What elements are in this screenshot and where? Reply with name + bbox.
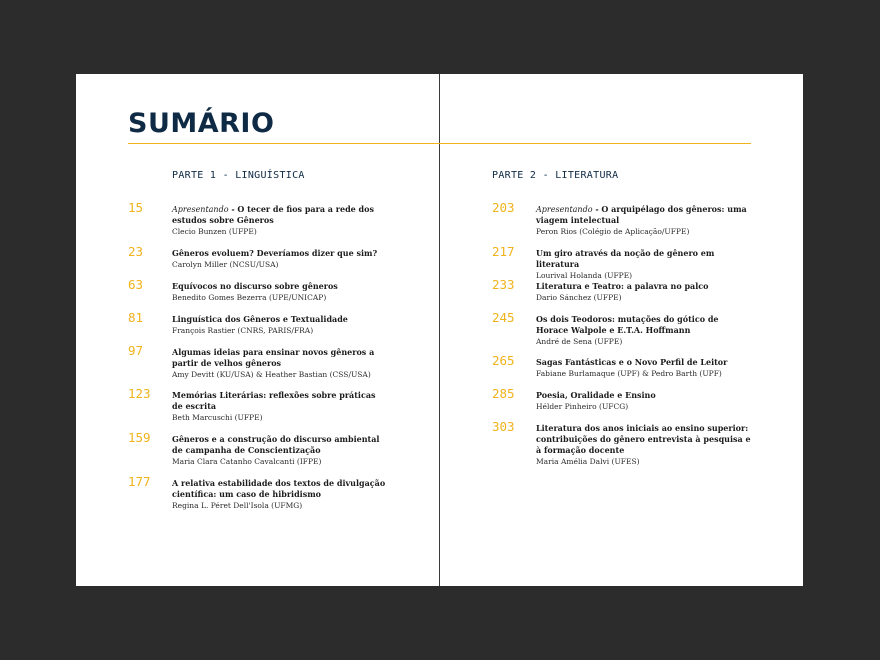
entry-author: Carolyn Miller (NCSU/USA) <box>172 260 279 269</box>
page-number: 303 <box>492 419 515 434</box>
entry-author: Dario Sánchez (UFPE) <box>536 293 622 302</box>
page-title: SUMÁRIO <box>128 108 275 139</box>
entry-author: Fabiane Burlamaque (UPF) & Pedro Barth (UPF) <box>536 369 722 378</box>
entry-title: Memórias Literárias: reflexões sobre práticas de escrita Beth Marcuschi (UFPE) <box>172 390 387 423</box>
entry-title: A relativa estabilidade dos textos de divulgação científica: um caso de hibridismo Regina L. Péret Dell'Isola (UFMG) <box>172 478 386 510</box>
book-spread <box>76 74 803 586</box>
entry-prefix: Apresentando <box>536 205 593 214</box>
entry-author: Clecio Bunzen (UFPE) <box>172 227 257 236</box>
part-2-heading: PARTE 2 - LITERATURA <box>492 170 619 181</box>
page-number: 233 <box>492 277 515 292</box>
page-number: 97 <box>128 343 144 358</box>
page-number: 285 <box>492 386 515 401</box>
page-number: 81 <box>128 310 144 325</box>
page-number: 265 <box>492 353 515 368</box>
page-number: 177 <box>128 474 151 489</box>
page-number: 123 <box>128 386 151 401</box>
entry-title: Literatura e Teatro: a palavra no palco Dario Sánchez (UFPE) <box>536 281 751 303</box>
page-number: 23 <box>128 244 144 259</box>
entry-title: Apresentando - O tecer de fios para a rede dos estudos sobre Gêneros Clecio Bunzen (UFPE) <box>172 204 387 237</box>
entry-title: Sagas Fantásticas e o Novo Perfil de Leitor Fabiane Burlamaque (UPF) & Pedro Barth (UPF) <box>536 357 751 379</box>
entry-title: Linguística dos Gêneros e Textualidade François Rastier (CNRS, PARIS/FRA) <box>172 314 387 336</box>
entry-title: Os dois Teodoros: mutações do gótico de Horace Walpole e E.T.A. Hoffmann André de Sena (UFPE) <box>536 314 751 347</box>
entry-author: Beth Marcuschi (UFPE) <box>172 413 263 422</box>
page-number: 203 <box>492 200 515 215</box>
title-rule <box>128 143 751 144</box>
entry-title: Literatura dos anos iniciais ao ensino superior: contribuições do gênero entrevista à pesquisa e à formação docente Maria Amélia Dalvi (UFES) <box>536 423 751 466</box>
entry-title: Gêneros evoluem? Deveríamos dizer que sim? Carolyn Miller (NCSU/USA) <box>172 248 387 270</box>
entry-author: Maria Clara Catanho Cavalcanti (IFPE) <box>172 457 322 466</box>
entry-title: Gêneros e a construção do discurso ambiental de campanha de Conscientização Maria Clara Catanho Cavalcanti (IFPE) <box>172 434 387 467</box>
entry-title: Um giro através da noção de gênero em literatura Lourival Holanda (UFPE) <box>536 248 751 281</box>
page-number: 245 <box>492 310 515 325</box>
entry-title: Equívocos no discurso sobre gêneros Benedito Gomes Bezerra (UPE/UNICAP) <box>172 281 387 303</box>
page-number: 63 <box>128 277 144 292</box>
entry-author: Lourival Holanda (UFPE) <box>536 271 633 280</box>
entry-author: François Rastier (CNRS, PARIS/FRA) <box>172 326 314 335</box>
entry-author: Peron Rios (Colégio de Aplicação/UFPE) <box>536 227 690 236</box>
entry-author: Amy Devitt (KU/USA) & Heather Bastian (CSS/USA) <box>172 370 371 379</box>
page-number: 15 <box>128 200 144 215</box>
entry-author: Hélder Pinheiro (UFCG) <box>536 402 629 411</box>
page-number: 159 <box>128 430 151 445</box>
entry-prefix: Apresentando <box>172 205 229 214</box>
entry-author: André de Sena (UFPE) <box>536 337 623 346</box>
entry-author: Benedito Gomes Bezerra (UPE/UNICAP) <box>172 293 327 302</box>
page-number: 217 <box>492 244 515 259</box>
entry-author: Maria Amélia Dalvi (UFES) <box>536 457 640 466</box>
part-1-heading: PARTE 1 - LINGUÍSTICA <box>172 170 305 181</box>
entry-title: Algumas ideias para ensinar novos gêneros a partir de velhos gêneros Amy Devitt (KU/USA) & Heather Bastian (CSS/USA) <box>172 347 387 380</box>
entry-author: Regina L. Péret Dell'Isola (UFMG) <box>172 501 303 510</box>
entry-title: Poesia, Oralidade e Ensino Hélder Pinheiro (UFCG) <box>536 390 751 412</box>
page-gutter <box>439 74 440 586</box>
entry-title: Apresentando - O arquipélago dos gêneros: uma viagem intelectual Peron Rios (Colégio de Aplicação/UFPE) <box>536 204 751 237</box>
